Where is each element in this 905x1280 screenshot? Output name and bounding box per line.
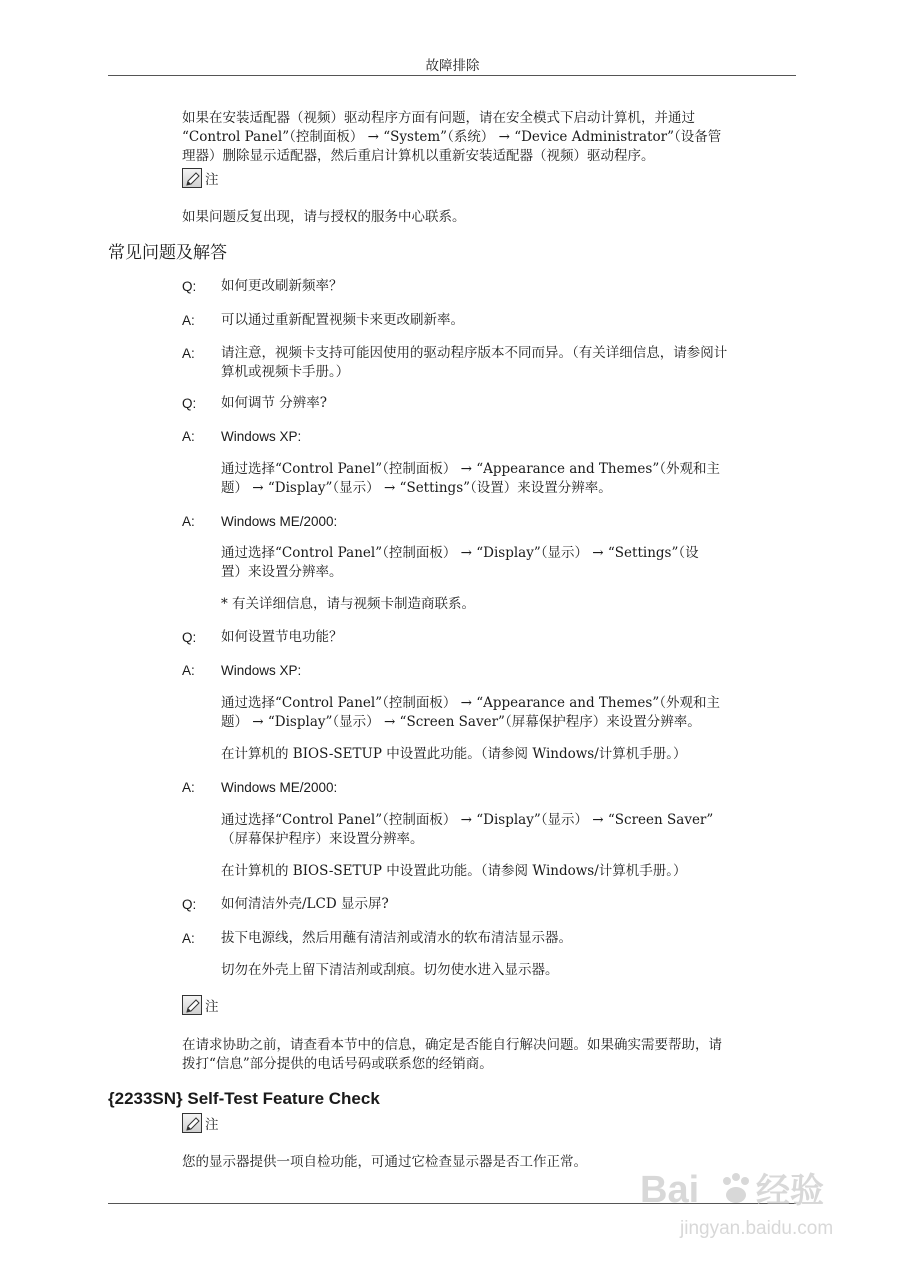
answer-3-me-line-1: 通过选择“Control Panel”（控制面板） → “Display”（显示） → “Screen Saver”: [221, 812, 714, 828]
a-label: A:: [182, 429, 195, 444]
answer-3-me-line-2: （屏幕保护程序）来设置分辨率。: [221, 831, 424, 847]
note-2: [182, 995, 219, 1015]
note-1-text: 如果问题反复出现，请与授权的服务中心联系。: [182, 209, 466, 225]
note-label: 注: [205, 172, 219, 188]
answer-3-me-bios: 在计算机的 BIOS-SETUP 中设置此功能。（请参阅 Windows/计算机手册。）: [221, 863, 687, 879]
answer-2-me-note: * 有关详细信息，请与视频卡制造商联系。: [221, 596, 476, 612]
question-2: 如何调节 分辨率?: [221, 395, 328, 411]
answer-2-xp-line-2: 题） → “Display”（显示） → “Settings”（设置）来设置分辨率。: [221, 480, 612, 496]
a-label: A:: [182, 313, 195, 328]
a-label: A:: [182, 780, 195, 795]
answer-3-xp-bios: 在计算机的 BIOS-SETUP 中设置此功能。（请参阅 Windows/计算机手册。）: [221, 746, 687, 762]
self-test-text: 您的显示器提供一项自检功能，可通过它检查显示器是否工作正常。: [182, 1154, 587, 1170]
question-4: 如何清洁外壳/LCD 显示屏?: [221, 896, 389, 912]
note-pencil-icon: [182, 1113, 202, 1133]
a-label: A:: [182, 346, 195, 361]
answer-2-xp-line-1: 通过选择“Control Panel”（控制面板） → “Appearance and Themes”（外观和主: [221, 461, 720, 477]
answer-2-me-line-2: 置）来设置分辨率。: [221, 564, 343, 580]
answer-3-xp-line-1: 通过选择“Control Panel”（控制面板） → “Appearance and Themes”（外观和主: [221, 695, 720, 711]
baidu-watermark: [640, 1168, 870, 1248]
answer-2-me-line-1: 通过选择“Control Panel”（控制面板） → “Display”（显示） → “Settings”（设: [221, 545, 699, 561]
answer-2-os-me: Windows ME/2000:: [221, 514, 338, 529]
page-header-title: 故障排除: [425, 58, 480, 74]
q-label: Q:: [182, 396, 197, 411]
answer-1: 可以通过重新配置视频卡来更改刷新率。: [221, 312, 464, 328]
note-pencil-icon: [182, 995, 202, 1015]
answer-3-xp-line-2: 题） → “Display”（显示） → “Screen Saver”（屏幕保护程序）来设置分辨率。: [221, 714, 701, 730]
answer-4: 拔下电源线，然后用蘸有清洁剂或清水的软布清洁显示器。: [221, 930, 572, 946]
self-test-heading: {2233SN} Self-Test Feature Check: [108, 1089, 380, 1108]
watermark-brand-2: 经验: [756, 1171, 824, 1211]
note-2-line-2: 拨打“信息”部分提供的电话号码或联系您的经销商。: [182, 1056, 493, 1072]
answer-3-os-me: Windows ME/2000:: [221, 780, 338, 795]
note-3: [182, 1113, 219, 1133]
header-rule: [108, 75, 796, 76]
q-label: Q:: [182, 897, 197, 912]
question-3: 如何设置节电功能？: [221, 629, 343, 645]
intro-line-3: 理器）删除显示适配器，然后重启计算机以重新安装适配器（视频）驱动程序。: [182, 148, 655, 164]
q-label: Q:: [182, 630, 197, 645]
answer-3-os-xp: Windows XP:: [221, 663, 302, 678]
watermark-url: jingyan.baidu.com: [680, 1218, 834, 1239]
note-2-line-1: 在请求协助之前，请查看本节中的信息，确定是否能自行解决问题。如果确实需要帮助，请: [182, 1037, 722, 1053]
note-label: 注: [205, 999, 219, 1015]
note-label: 注: [205, 1117, 219, 1133]
note-pencil-icon: [182, 168, 202, 188]
q-label: Q:: [182, 279, 197, 294]
question-1: 如何更改刷新频率？: [221, 278, 343, 294]
a-label: A:: [182, 663, 195, 678]
watermark-brand: Bai: [640, 1169, 700, 1211]
answer-1b-line-1: 请注意，视频卡支持可能因使用的驱动程序版本不同而异。（有关详细信息，请参阅计: [221, 345, 728, 361]
answer-1b-line-2: 算机或视频卡手册。）: [221, 364, 350, 380]
answer-2-os-xp: Windows XP:: [221, 429, 302, 444]
intro-line-2: “Control Panel”（控制面板） → “System”（系统） → “Device Administrator”（设备管: [182, 129, 722, 145]
a-label: A:: [182, 931, 195, 946]
a-label: A:: [182, 514, 195, 529]
paw-icon: [718, 1172, 752, 1206]
faq-heading: 常见问题及解答: [108, 243, 227, 263]
intro-line-1: 如果在安装适配器（视频）驱动程序方面有问题，请在安全模式下启动计算机，并通过: [182, 110, 695, 126]
note-1: [182, 168, 219, 188]
answer-4-line-2: 切勿在外壳上留下清洁剂或刮痕。切勿使水进入显示器。: [221, 962, 559, 978]
